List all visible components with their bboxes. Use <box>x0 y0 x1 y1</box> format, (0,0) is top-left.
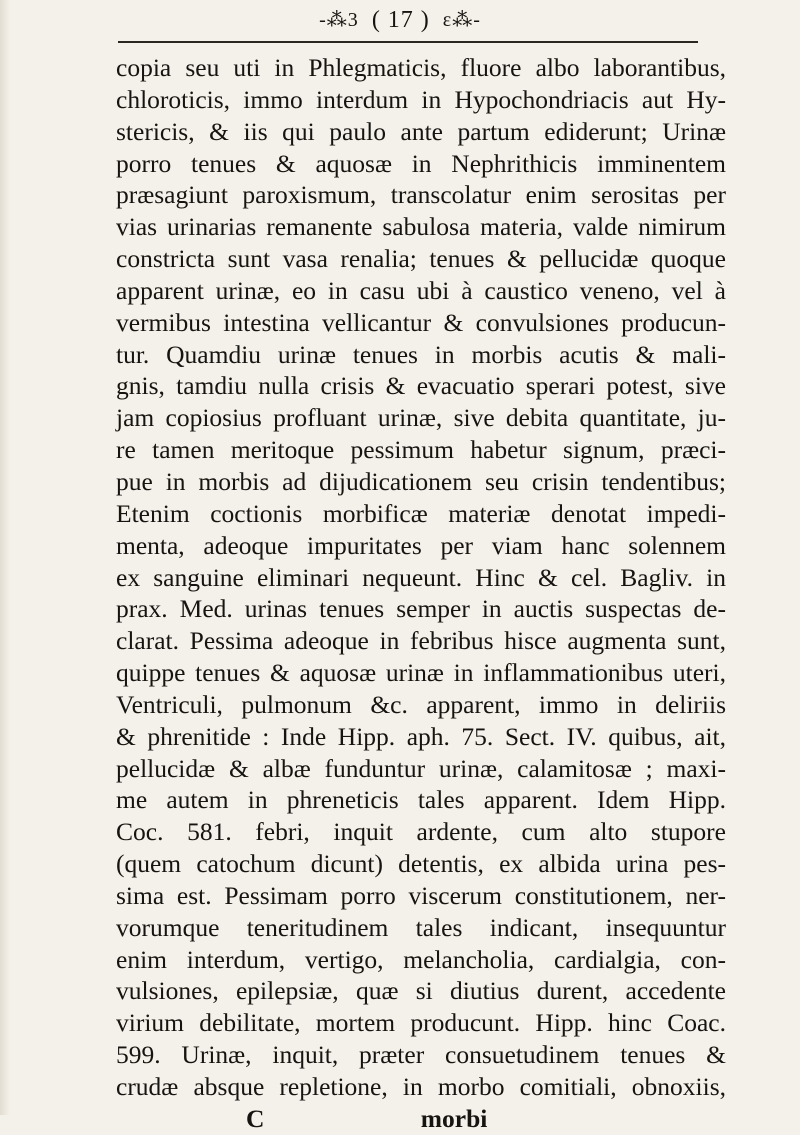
page-number: ( 17 ) <box>371 7 430 34</box>
text-line: virium debilitate, mortem producunt. Hipp. hinc Coac. <box>116 1008 726 1038</box>
page-footer <box>116 1103 726 1135</box>
text-line: præsagiunt paroxismum, transcolatur enim serositas per <box>116 180 726 210</box>
catchword: morbi <box>420 1103 488 1133</box>
text-line: menta, adeoque impuritates per viam hanc solennem <box>116 530 726 560</box>
header-ornament-right: ε⁂- <box>442 9 481 32</box>
text-line: Ventriculi, pulmonum &c. apparent, immo in deliriis <box>116 689 726 719</box>
text-line: tur. Quamdiu urinæ tenues in morbis acutis & mali- <box>116 339 726 369</box>
text-line: stericis, & iis qui paulo ante partum ediderunt; Urinæ <box>116 116 726 146</box>
text-line: vermibus intestina vellicantur & convulsiones producun- <box>116 307 726 337</box>
text-line: prax. Med. urinas tenues semper in auctis suspectas de- <box>116 594 726 624</box>
text-line: sima est. Pessimam porro viscerum constitutionem, ner- <box>116 880 726 910</box>
text-line: 599. Urinæ, inquit, præter consuetudinem tenues & <box>116 1040 726 1070</box>
body-text <box>116 52 726 1135</box>
text-line: quippe tenues & aquosæ urinæ in inflammationibus uteri, <box>116 658 726 688</box>
text-line: clarat. Pessima adeoque in febribus hisce augmenta sunt, <box>116 626 726 656</box>
signature-mark: C <box>246 1103 265 1133</box>
text-line: porro tenues & aquosæ in Nephrithicis imminentem <box>116 148 726 178</box>
text-line: gnis, tamdiu nulla crisis & evacuatio sperari potest, sive <box>116 371 726 401</box>
text-line: pue in morbis ad dijudicationem seu crisin tendentibus; <box>116 466 726 496</box>
text-line: constricta sunt vasa renalia; tenues & pellucidæ quoque <box>116 244 726 274</box>
text-line: vorumque teneritudinem tales indicant, insequuntur <box>116 912 726 942</box>
text-line: me autem in phreneticis tales apparent. Idem Hipp. <box>116 785 726 815</box>
text-line: apparent urinæ, eo in casu ubi à caustico veneno, vel à <box>116 275 726 305</box>
text-line: enim interdum, vertigo, melancholia, cardialgia, con- <box>116 944 726 974</box>
text-line: pellucidæ & albæ funduntur urinæ, calamitosæ ; maxi- <box>116 753 726 783</box>
text-line: copia seu uti in Phlegmaticis, fluore albo laborantibus, <box>116 53 726 82</box>
text-line: (quem catochum dicunt) detentis, ex albida urina pes- <box>116 849 726 879</box>
header-rule <box>118 41 698 43</box>
header-ornament-left: -⁂3 <box>319 9 359 32</box>
text-line: crudæ absque repletione, in morbo comitiali, obnoxiis, <box>116 1072 726 1101</box>
text-line: & phrenitide : Inde Hipp. aph. 75. Sect. IV. quibus, ait, <box>116 721 726 751</box>
text-line: chloroticis, immo interdum in Hypochondriacis aut Hy- <box>116 84 726 114</box>
text-line: re tamen meritoque pessimum habetur signum, præci- <box>116 435 726 465</box>
text-line: vulsiones, epilepsiæ, quæ si diutius durent, accedente <box>116 976 726 1006</box>
text-line: vias urinarias remanente sabulosa materia, valde nimirum <box>116 212 726 242</box>
text-line: Etenim coctionis morbificæ materiæ denotat impedi- <box>116 498 726 528</box>
page-header <box>0 4 800 44</box>
binding-shadow <box>0 0 10 1115</box>
text-line: ex sanguine eliminari nequeunt. Hinc & cel. Bagliv. in <box>116 562 726 592</box>
text-line: Coc. 581. febri, inquit ardente, cum alto stupore <box>116 817 726 847</box>
text-line: jam copiosius profluant urinæ, sive debita quantitate, ju- <box>116 403 726 433</box>
